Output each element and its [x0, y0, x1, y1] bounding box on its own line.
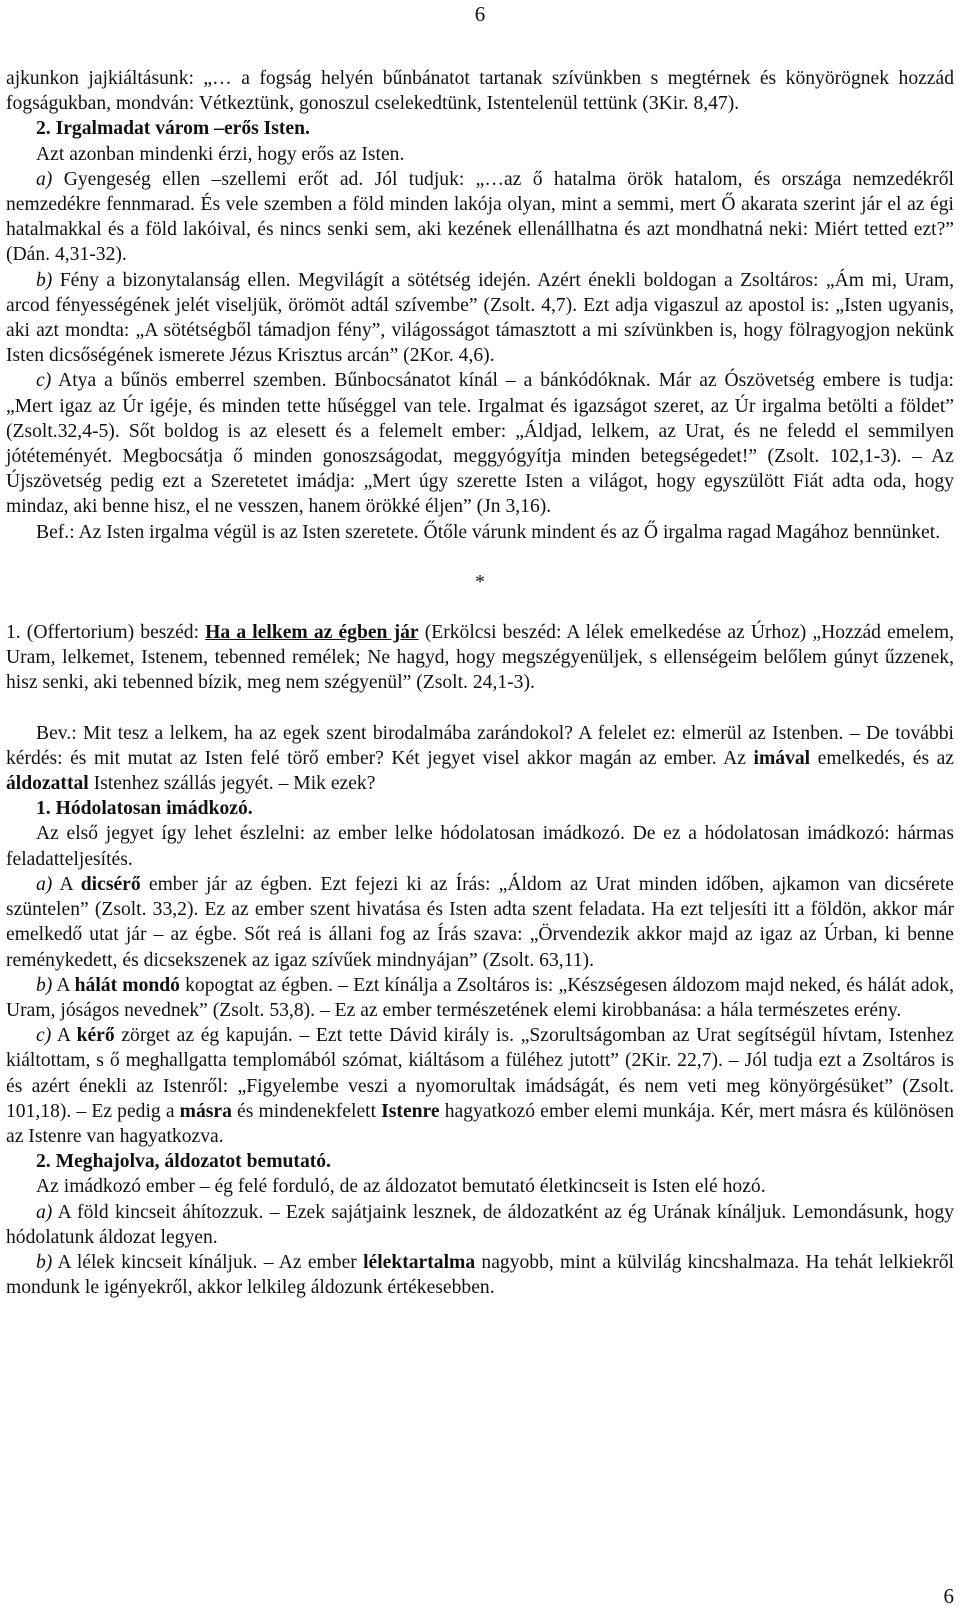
section-offertorium-body: [6, 721, 954, 1301]
paragraph: b) A hálát mondó kopogtat az égben. – Ezt kínálja a Zsoltáros is: „Készségesen áldozom majd neked, és hálát adok, Uram, jóságos nevednek” (Zsolt. 53,8). – Ez az ember természetének elemi kirobbanása: a hála természetes erény.: [6, 974, 954, 1021]
spacer: [6, 595, 954, 620]
paragraph: 2. Meghajolva, áldozatot bemutató.: [36, 1151, 331, 1173]
paragraph: 1. Hódolatosan imádkozó.: [36, 798, 253, 820]
spacer: [6, 545, 954, 570]
paragraph: a) Gyengeség ellen –szellemi erőt ad. Jól tudjuk: „…az ő hatalma örök hatalom, és országa nemzedékről nemzedékre fennmarad. És vele szemben a föld minden lakója olyan, mint a semmi, mert Ő akarata szerint jár el az égi hatalmakkal és a föld lakóival, és nincs senki sem, aki kezének ellenállhatna és azt mondhatná neki: Miért tetted ezt?” (Dán. 4,31-32).: [6, 168, 954, 266]
page-number-bottom: 6: [943, 1584, 954, 1608]
paragraph: b) A lélek kincseit kínáljuk. – Az ember lélektartalma nagyobb, mint a külvilág kincshalmaza. Ha tehát lelkiekről mondunk le igényekről, akkor lelkileg áldozunk értékesebben.: [6, 1251, 954, 1299]
section-separator: *: [475, 571, 485, 593]
paragraph: b) Fény a bizonytalanság ellen. Megvilágít a sötétség idején. Azért énekli boldogan a Zsoltáros: „Ám mi, Uram, arcod fényességének jelét viseljük, örömöt adtál szívembe” (Zsolt. 4,7). Ezt adja vigaszul az apostol is: „Isten ugyanis, aki azt mondta: „A sötétségből támadjon fény”, világosságot támasztott a mi szívünkben is, hogy fölragyogjon nekünk Isten dicsőségének ismerete Jézus Krisztus arcán” (2Kor. 4,6).: [6, 269, 954, 367]
paragraph: Bef.: Az Isten irgalma végül is az Isten szeretete. Őtőle várunk mindent és az Ő irgalma ragad Magához bennünket.: [36, 521, 941, 543]
paragraph: 2. Irgalmadat várom –erős Isten.: [36, 118, 310, 140]
spacer: [6, 696, 954, 721]
paragraph: 1. (Offertorium) beszéd: Ha a lelkem az égben jár (Erkölcsi beszéd: A lélek emelkedése az Úrhoz) „Hozzád emelem, Uram, lelkemet, Istenem, tebenned remélek; Ne hagyd, hogy megszégyenüljek, s ellenségeim belőlem gúnyt űzzenek, hisz senki, aki tebenned bízik, meg nem szégyenül” (Zsolt. 24,1-3).: [6, 622, 954, 694]
paragraph: c) A kérő zörget az ég kapuján. – Ezt tette Dávid király is. „Szorultságomban az Urat segítségül hívtam, Istenhez kiáltottam, s ő meghallgatta templomából szómat, kiáltásom a füléhez jutott” (2Kir. 22,7). – Jól tudja ezt a Zsoltáros is és azért énekli az Istenről: „Figyelembe veszi a nyomorultak imádságát, és nem veti meg könyörgésüket” (Zsolt. 101,18). – Ez pedig a másra és mindenekfelett Istenre hagyatkozó ember elemi munkája. Kér, mert másra és különösen az Istenre van hagyatkozva.: [6, 1025, 954, 1147]
page-number-top: 6: [474, 2, 486, 26]
paragraph: c) Atya a bűnös emberrel szemben. Bűnbocsánatot kínál – a bánkódóknak. Már az Ószövetség embere is tudja: „Mert igaz az Úr igéje, és minden tette hűséggel van tele. Irgalmat és igazságot szeret, az Úr irgalma betölti a földet” (Zsolt.32,4-5). Sőt boldog is az elesett és a felemelt ember: „Áldjad, lelkem, az Urat, és ne feledd el semmilyen jótéteményét. Megbocsátja ő minden gonoszságodat, meggyógyítja minden betegségedet!” (Zsolt. 102,1-3). – Az Újszövetség pedig ezt a Szeretetet imádja: „Mert úgy szerette Isten a világot, hogy egyszülött Fiát adta oda, hogy mindaz, aki benne hisz, el ne vesszen, hanem örökké éljen” (Jn 3,16).: [6, 370, 954, 518]
paragraph: Az első jegyet így lehet észlelni: az ember lelke hódolatosan imádkozó. De ez a hódolatosan imádkozó: hármas feladatteljesítés.: [6, 823, 954, 870]
paragraph: Az imádkozó ember – ég felé forduló, de az áldozatot bemutató életkincseit is Isten elé hozó.: [36, 1176, 766, 1198]
document-body: [6, 66, 954, 1300]
section-irgalom: [6, 66, 954, 545]
paragraph: Bev.: Mit tesz a lelkem, ha az egek szent birodalmába zarándokol? A felelet ez: elmerül az Istenben. – De további kérdés: és mit mutat az Isten felé törő ember? Két jegyet visel akkor magán az ember. Az imával emelkedés, és az áldozattal Istenhez szállás jegyét. – Mik ezek?: [6, 722, 954, 795]
paragraph: a) A föld kincseit áhítozzuk. – Ezek sajátjaink lesznek, de áldozatként az ég Urának kínáljuk. Lemondásunk, hogy hódolatunk áldozat legyen.: [6, 1201, 954, 1248]
paragraph: ajkunkon jajkiáltásunk: „… a fogság helyén bűnbánatot tartanak szívünkben s megtérnek és könyörögnek hozzád fogságukban, mondván: Vétkeztünk, gonoszul cselekedtünk, Istentelenül tettünk (3Kir. 8,47).: [6, 68, 954, 115]
section-offertorium-title: [6, 620, 954, 696]
paragraph: Azt azonban mindenki érzi, hogy erős az Isten.: [36, 143, 405, 165]
paragraph: a) A dicsérő ember jár az égben. Ezt fejezi ki az Írás: „Áldom az Urat minden időben, ajkamon van dicsérete szüntelen” (Zsolt. 33,2). Ez az ember szent hivatása és Isten adta szent feladata. Ha ezt teljesíti itt a földön, akkor már emelkedő utat jár – az égbe. Sőt reá is állani fog az Írás szava: „Örvendezik akkor majd az igaz az Úrban, ki benne reménykedett, és dicsekszenek az igaz szívűek mindnyájan” (Zsolt. 63,11).: [6, 873, 954, 971]
